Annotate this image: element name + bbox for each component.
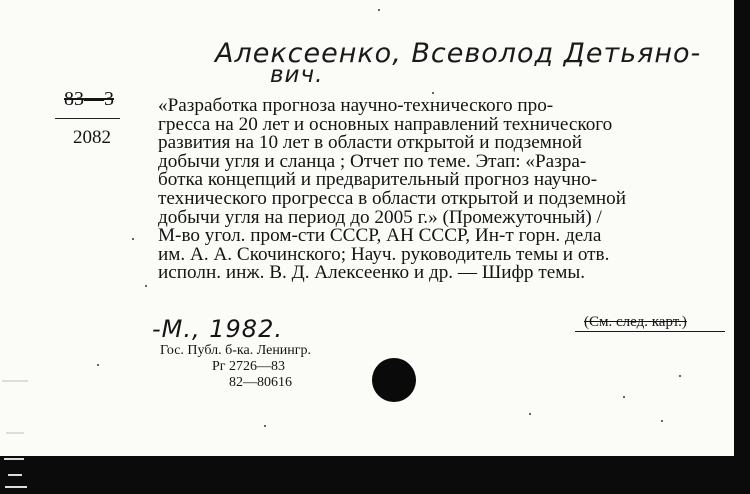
handwritten-author-line1: Алексеенко, Всеволод Детьяно- xyxy=(215,38,702,69)
description-line: технического прогресса в области открытой и подземной xyxy=(158,187,627,209)
speck xyxy=(432,92,434,94)
call-number-rule xyxy=(55,118,120,119)
handwritten-author-line2: вич. xyxy=(270,62,324,88)
speck xyxy=(145,285,147,287)
call-number: 83—3 xyxy=(64,88,114,110)
card-edge-shadow xyxy=(734,0,750,456)
description-line: им. А. А. Скочинского; Науч. руководитель темы и отв. xyxy=(158,243,610,265)
speck xyxy=(132,238,134,240)
card-number: 82—80616 xyxy=(229,375,292,390)
continuation-underline xyxy=(575,331,725,332)
punch-hole xyxy=(372,358,416,402)
speck xyxy=(264,425,266,427)
speck xyxy=(623,396,625,398)
speck xyxy=(378,9,380,11)
description-line: ботка концепций и предварительный прогноз научно- xyxy=(158,169,598,191)
description-line: развития на 10 лет в области открытой и подземной xyxy=(158,132,582,154)
speck xyxy=(529,413,531,415)
handwritten-date: -М., 1982. xyxy=(152,315,283,343)
description-line: М-во угол. пром-сти СССР, АН СССР, Ин-т горн. дела xyxy=(158,225,602,247)
order-number: Рг 2726—83 xyxy=(212,359,286,374)
continuation-note xyxy=(584,314,687,331)
speck xyxy=(661,420,663,422)
inventory-number: 2082 xyxy=(73,127,111,148)
bibliographic-description xyxy=(158,97,721,283)
description-line: гресса на 20 лет и основных направлений технического xyxy=(158,113,613,135)
speck xyxy=(97,364,99,366)
description-line: «Разработка прогноза научно-технического про- xyxy=(158,95,554,116)
library-name: Гос. Публ. б-ка. Ленингр. xyxy=(160,343,312,358)
continuation-text: (См. след. карт.) xyxy=(584,314,687,330)
speck xyxy=(679,375,681,377)
scan-edge-marks xyxy=(0,376,34,494)
description-line: исполн. инж. В. Д. Алексеенко и др. — Шифр темы. xyxy=(158,262,586,284)
description-line: добычи угля на период до 2005 г.» (Промежуточный) / xyxy=(158,206,602,228)
description-line: добычи угля и сланца ; Отчет по теме. Этап: «Разра- xyxy=(158,150,587,172)
